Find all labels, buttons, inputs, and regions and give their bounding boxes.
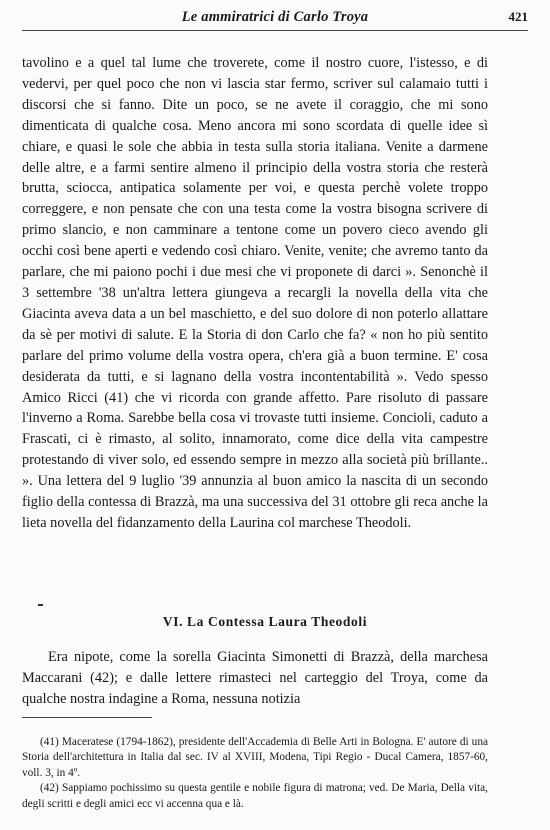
footnote-rule bbox=[22, 717, 152, 718]
section-heading: VI. La Contessa Laura Theodoli bbox=[162, 614, 368, 629]
section-text-block bbox=[22, 647, 488, 710]
running-title: Le ammiratrici di Carlo Troya bbox=[181, 9, 369, 25]
section-divider bbox=[38, 604, 43, 606]
footnotes bbox=[22, 735, 488, 812]
footnote-41: (41) Maceratese (1794-1862), presidente dell'Accademia di Belle Arti in Bologna. E' autore di una Storia dell'architettura in Italia dal sec. IV al XVIII, Modena, Tipi Regio - Ducal Camera, 1857-60, voll. 3, in 4º. bbox=[22, 736, 488, 779]
running-header bbox=[22, 8, 528, 31]
page-number: 421 bbox=[508, 9, 528, 24]
main-paragraph: tavolino e a quel tal lume che troverete, come il nostro cuore, l'istesso, e di vedervi, per quel poco che non vi lascia star fermo, scriver sul calamaio tutti i discorsi che si fanno. Dite un poco, se ne avete il coraggio, che mi sono dimenticata di qualche cosa. Meno ancora mi sono scordata di quelle idee sì chiare, e quasi le sole che abbia in testa sulla storia italiana. Venite a darmene delle altre, e a farmi sentire almeno il principio della vostra storia che resterà brutta, sciocca, antipatica solamente per voi, e questa perchè volete troppo correggere, e non pensate che con una testa come la vostra bisogna scrivere di primo slancio, e non camminare a tentone come un povero cieco avendo gli occhi così bene aperti e vedendo così chiaro. Venite, venite; che avremo tanto da parlare, che mi paiono pochi i due mesi che vi proponete di darci ». Senonchè il 3 settembre '38 un'altra lettera giungeva a recargli la novella della vita che Giacinta aveva data a un bel maschietto, e del suo dolore di non poterlo allattare da sè per motivi di salute. E la Storia di don Carlo che fa? « non ho più sentito parlare del primo volume della vostra opera, ch'era già a buon termine. E' cosa desiderata da tutti, e si lagnano della vostra incontentabilità ». Vedo spesso Amico Ricci (41) che vi ricorda con grande affetto. Pare risoluto di passare l'inverno a Roma. Sarebbe bella cosa vi trovaste tutti insieme. Concioli, caduto a Frascati, ci è rimasto, al solito, innamorato, come dice della vita campestre protestando di viver solo, ed essendo sempre in mezzo alla società più brillante.. ». Una lettera del 9 luglio '39 annunzia al buon amico la nascita di un secondo figlio della contessa di Brazzà, ma una successiva del 31 ottobre gli reca anche la lieta novella del fidanzamento della Laurina col marchese Theodoli. bbox=[22, 55, 488, 531]
main-text-block bbox=[22, 53, 488, 534]
footnote-42: (42) Sappiamo pochissimo su questa gentile e nobile figura di matrona; ved. De Maria, Della vita, degli scritti e degli amici ecc vi accenna qua e là. bbox=[22, 782, 488, 810]
section-paragraph: Era nipote, come la sorella Giacinta Simonetti di Brazzà, della marchesa Maccarani (42); e dalle lettere rimasteci nel carteggio del Troya, come da qualche nostra indagine a Roma, nessuna notizia bbox=[22, 649, 488, 707]
